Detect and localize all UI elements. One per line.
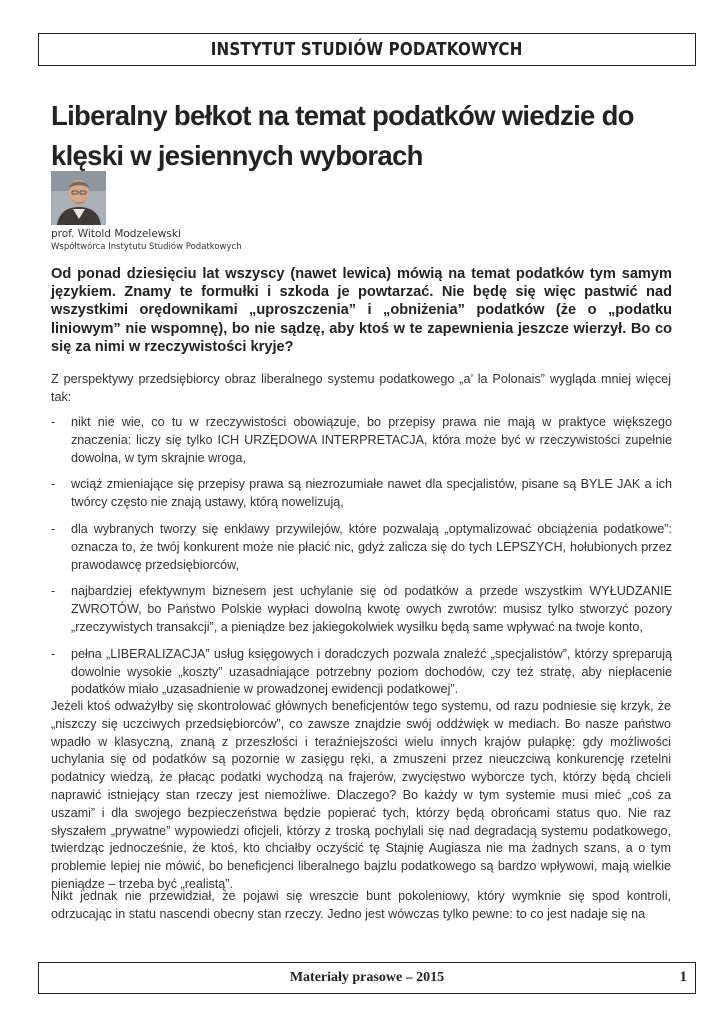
header-banner: [38, 33, 696, 66]
list-item-text: pełna „LIBERALIZACJA” usług księgowych i doradczych pozwala znaleźć „specjalistów”, którzy spreparują dowolnie wysokie „koszty” uzasadniające potrzebny poziom dochodów, czy też stratę, aby niepłacenie podatków miało „uzasadnienie w prowadzonej ewidencji podatkowej”.: [71, 646, 672, 697]
list-item: [51, 476, 672, 512]
bullet-list: [51, 414, 672, 708]
author-photo: [51, 171, 106, 225]
intro-paragraph: Z perspektywy przedsiębiorcy obraz liberalnego systemu podatkowego „a’ la Polonais” wygląda mniej więcej tak:: [51, 372, 671, 404]
list-item-text: dla wybranych tworzy się enklawy przywilejów, które pozwalają „optymalizować obciążenia podatkowe”: oznacza to, że twój konkurent może nie płacić nic, gdyż zalicza się do tych LEPSZYCH, hołubionych przez prawodawcę przedsiębiorców,: [71, 521, 672, 572]
lead-paragraph: Od ponad dziesięciu lat wszyscy (nawet lewica) mówią na temat podatków tym samym językiem. Znamy te formułki i szkoda je powtarzać. Nie będę się więc pastwić nad wszystkimi orędownikami „uproszczenia” i „obniżenia” podatków (że o „podatku liniowym” nie wspomnę), bo nie sądzę, aby ktoś w te zapewnienia jeszcze wierzył. Bo co się za nimi w rzeczywistości kryje?: [51, 266, 672, 355]
author-role: Współtwórca Instytutu Studiów Podatkowych: [51, 242, 242, 252]
bullet-dash: -: [51, 477, 56, 492]
list-item-text: nikt nie wie, co tu w rzeczywistości obowiązuje, bo przepisy prawa nie mają w praktyce większego znaczenia: liczy się tylko ICH URZĘDOWA INTERPRETACJA, która może być w rzeczywistości zupełnie dowolna, w tym skrajnie wroga,: [71, 415, 672, 465]
footer-label: Materiały prasowe – 2015: [289, 970, 445, 985]
bullet-dash: -: [51, 584, 56, 599]
footer-banner: [38, 962, 696, 994]
list-item-text: wciąż zmieniające się przepisy prawa są niezrozumiałe nawet dla specjalistów, pisane są BYLE JAK a ich twórcy często nie znają ustawy, którą nowelizują,: [71, 477, 672, 510]
author-portrait-image: [51, 171, 106, 225]
list-item-text: najbardziej efektywnym biznesem jest uchylanie się od podatków a przede wszystkim WYŁUDZANIE ZWROTÓW, bo Państwo Polskie wypłaci dowolną kwotę owych zwrotów: musisz tylko stworzyć pozory „rzeczywistych transakcji”, a pieniądze bez jakiegokolwiek wysiłku będą same wpływać na twoje konto,: [71, 584, 672, 634]
page-number: 1: [679, 969, 687, 985]
list-item: [51, 414, 672, 467]
bullet-dash: -: [51, 521, 56, 536]
list-item: [51, 583, 672, 636]
institute-title: INSTYTUT STUDIÓW PODATKOWYCH: [211, 39, 523, 60]
body-paragraph-2: Jeżeli ktoś odważyłby się skontrolować głównych beneficjentów tego systemu, od razu podniesie się krzyk, że „niszczy się uczciwych przedsiębiorców”, co zawsze znajdzie swój oddźwięk w mediach. Bo nasze państwo wpadło w klasyczną, znaną z przeszłości i teraźniejszości wielu innych krajów pułapkę: gdy możliwości uchylania się od podatków są pozornie w zasięgu ręki, a zmuszeni przez nieuczciwą konkurencję rzetelni podatnicy wiedzą, że płacąc podatki wychodzą na frajerów, zwycięstwo wyborcze tych, którzy będą chcieli naprawić istniejący stan rzeczy jest niemożliwe. Dlaczego? Bo każdy w tym systemie musi mieć „coś za uszami” i dla swojego bezpieczeństwa będzie popierać tych, którzy będą obrońcami status quo. Nie raz słyszałem „prywatne” wypowiedzi oficjeli, którzy z troską pochylali się nad degradacją systemu podatkowego, twierdząc jednocześnie, że ktoś, kto chciałby oczyścić tę Stajnię Augiasza nie ma żadnych szans, a o tym problemie lepiej nie mówić, bo beneficjenci liberalnego bajzlu podatkowego są bardzo wpływowi, mają wielkie pieniądze – trzeba być „realistą”.: [51, 699, 671, 891]
list-item: [51, 646, 672, 699]
bullet-dash: -: [51, 646, 56, 661]
article-title: Liberalny bełkot na temat podatków wiedzie do klęski w jesiennych wyborach: [51, 100, 634, 171]
bullet-dash: -: [51, 415, 56, 429]
list-item: [51, 521, 672, 574]
body-paragraph-3: Nikt jednak nie przewidział, że pojawi się wreszcie bunt pokoleniowy, który wymknie się spod kontroli, odrzucając in statu nascendi obecny stan rzeczy. Jedno jest wówczas tylko pewne: to co jest nadaje się na: [51, 889, 671, 921]
author-name: prof. Witold Modzelewski: [51, 228, 181, 240]
